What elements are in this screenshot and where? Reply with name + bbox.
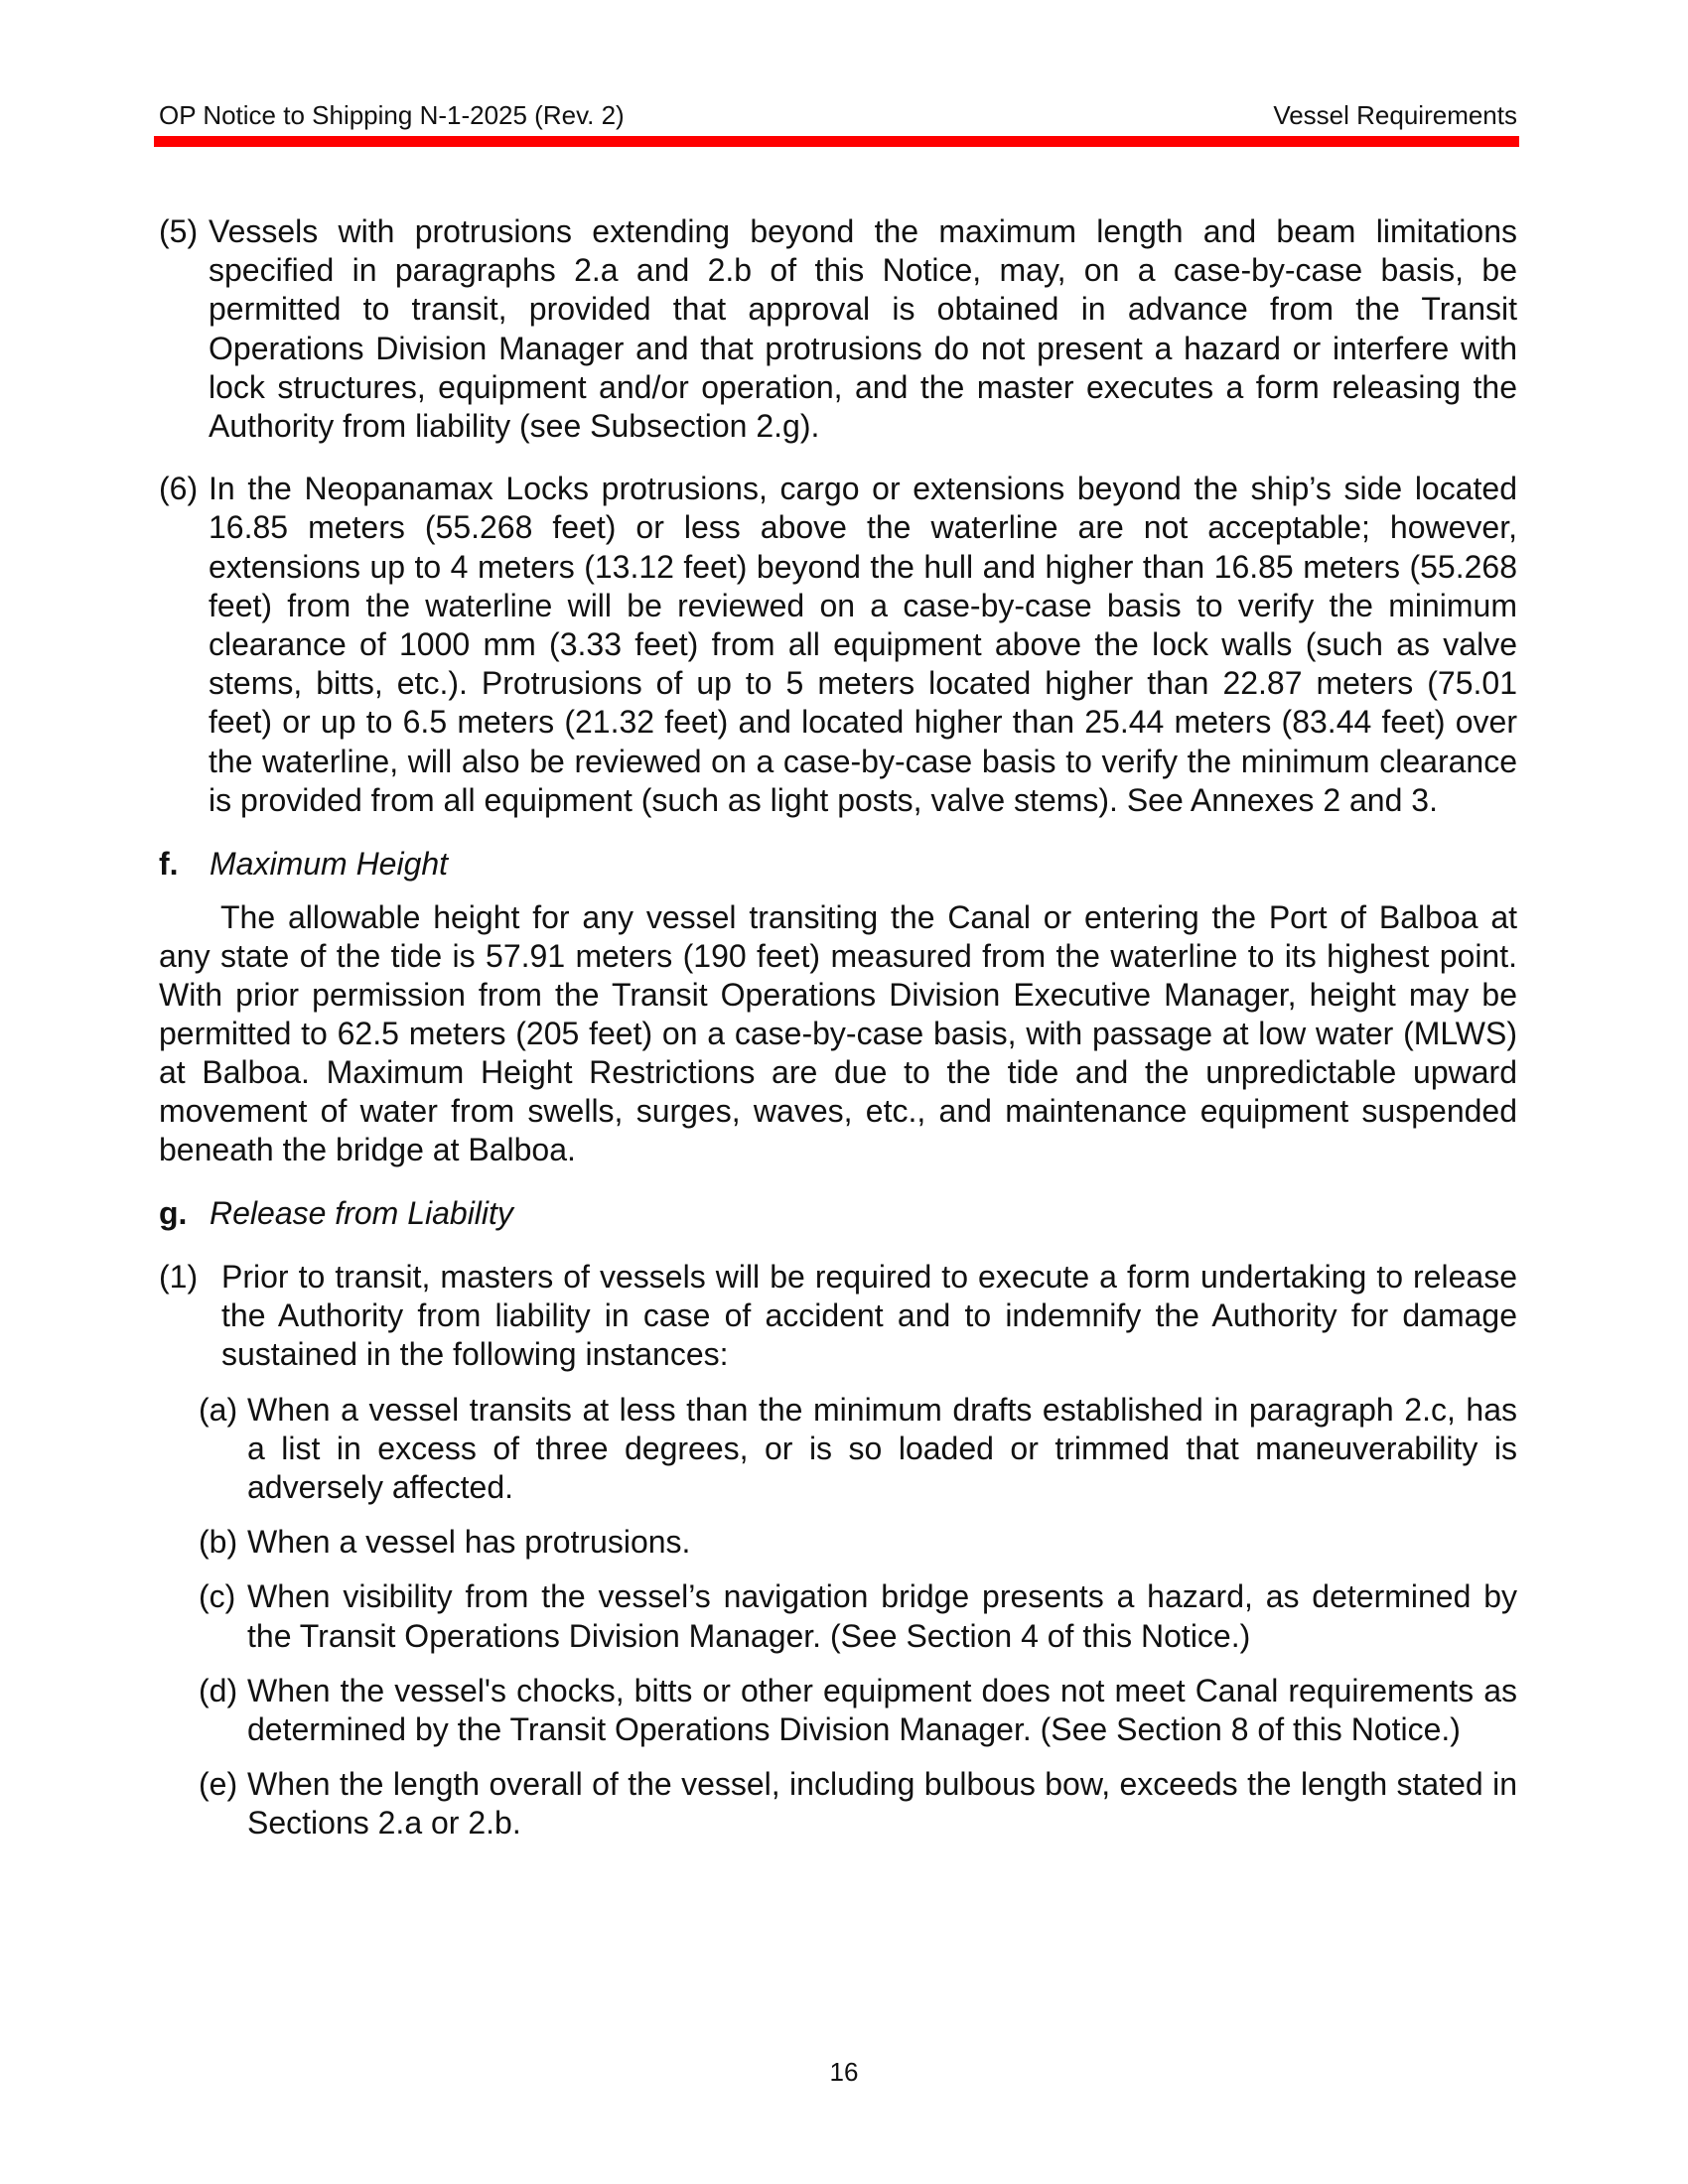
section-title: Release from Liability [210, 1195, 513, 1232]
sub-item-text: When a vessel has protrusions. [247, 1524, 691, 1561]
list-text: In the Neopanamax Locks protrusions, cargo or extensions beyond the ship’s side located 16.85 meters (55.268 feet) or less above the waterline are not acceptable; however, extensions up to 4 meters (13.12 feet) beyond the hull and higher than 16.85 meters (55.268 feet) from the waterline will be reviewed on a case-by-case basis to verify the minimum clearance of 1000 mm (3.33 feet) from all equipment above the lock walls (such as valve stems, bitts, etc.). Protrusions of up to 5 meters located higher than 22.87 meters (75.01 feet) or up to 6.5 meters (21.32 feet) and located higher than 25.44 meters (83.44 feet) over the waterline, will also be reviewed on a case-by-case basis to verify the minimum clearance is provided from all equipment (such as light posts, valve stems). See Annexes 2 and 3. [209, 471, 1517, 818]
sub-item-c [159, 1577, 1517, 1655]
section-title: Maximum Height [210, 846, 449, 883]
page-header [159, 99, 1517, 133]
sub-item-letter: (a) [199, 1391, 238, 1428]
sub-item-letter: (b) [199, 1524, 238, 1561]
section-heading-g [159, 1193, 1517, 1233]
sub-item-a [159, 1391, 1517, 1508]
sub-item-d [159, 1672, 1517, 1749]
sub-item-text: When visibility from the vessel’s navigation bridge presents a hazard, as determined by the Transit Operations Division Manager. (See Section 4 of this Notice.) [247, 1578, 1517, 1654]
sub-item-letter: (d) [199, 1672, 238, 1708]
list-number: (1) [159, 1259, 199, 1296]
header-section-title: Vessel Requirements [1273, 100, 1517, 130]
sub-item-letter: (c) [199, 1578, 236, 1615]
list-text: Vessels with protrusions extending beyond the maximum length and beam limitations specified in paragraphs 2.a and 2.b of this Notice, may, on a case-by-case basis, be permitted to transit, provided that approval is obtained in advance from the Transit Operations Division Manager and that protrusions do not present a hazard or interfere with lock structures, equipment and/or operation, and the master executes a form releasing the Authority from liability (see Subsection 2.g). [209, 213, 1517, 445]
sub-item-b [159, 1523, 1517, 1562]
sub-item-text: When the length overall of the vessel, including bulbous bow, exceeds the length stated in Sections 2.a or 2.b. [247, 1766, 1517, 1842]
page-content [159, 212, 1517, 1843]
section-letter: g. [159, 1195, 188, 1232]
header-rule [154, 136, 1519, 147]
list-text: Prior to transit, masters of vessels will be required to execute a form undertaking to release the Authority from liability in case of accident and to indemnify the Authority for damage sustained in the following instances: [221, 1259, 1517, 1373]
sub-item-text: When the vessel's chocks, bitts or other equipment does not meet Canal requirements as determined by the Transit Operations Division Manager. (See Section 8 of this Notice.) [247, 1672, 1517, 1748]
list-item-5 [159, 212, 1517, 446]
list-number: (6) [159, 471, 199, 507]
list-item-g1 [159, 1258, 1517, 1375]
header-document-title: OP Notice to Shipping N-1-2025 (Rev. 2) [159, 100, 625, 130]
list-item-6 [159, 470, 1517, 820]
list-number: (5) [159, 213, 199, 249]
section-heading-f [159, 844, 1517, 884]
section-f-paragraph: The allowable height for any vessel transiting the Canal or entering the Port of Balboa at any state of the tide is 57.91 meters (190 feet) measured from the waterline to its highest point. With prior permission from the Transit Operations Division Executive Manager, height may be permitted to 62.5 meters (205 feet) on a case-by-case basis, with passage at low water (MLWS) at Balboa. Maximum Height Restrictions are due to the tide and the unpredictable upward movement of water from swells, surges, waves, etc., and maintenance equipment suspended beneath the bridge at Balboa. [159, 899, 1517, 1168]
page-number: 16 [829, 2057, 859, 2087]
sub-item-text: When a vessel transits at less than the minimum drafts established in paragraph 2.c, has a list in excess of three degrees, or is so loaded or trimmed that maneuverability is adversely affected. [247, 1391, 1517, 1506]
section-letter: f. [159, 846, 179, 883]
sub-item-letter: (e) [199, 1766, 238, 1803]
sub-item-e [159, 1765, 1517, 1843]
